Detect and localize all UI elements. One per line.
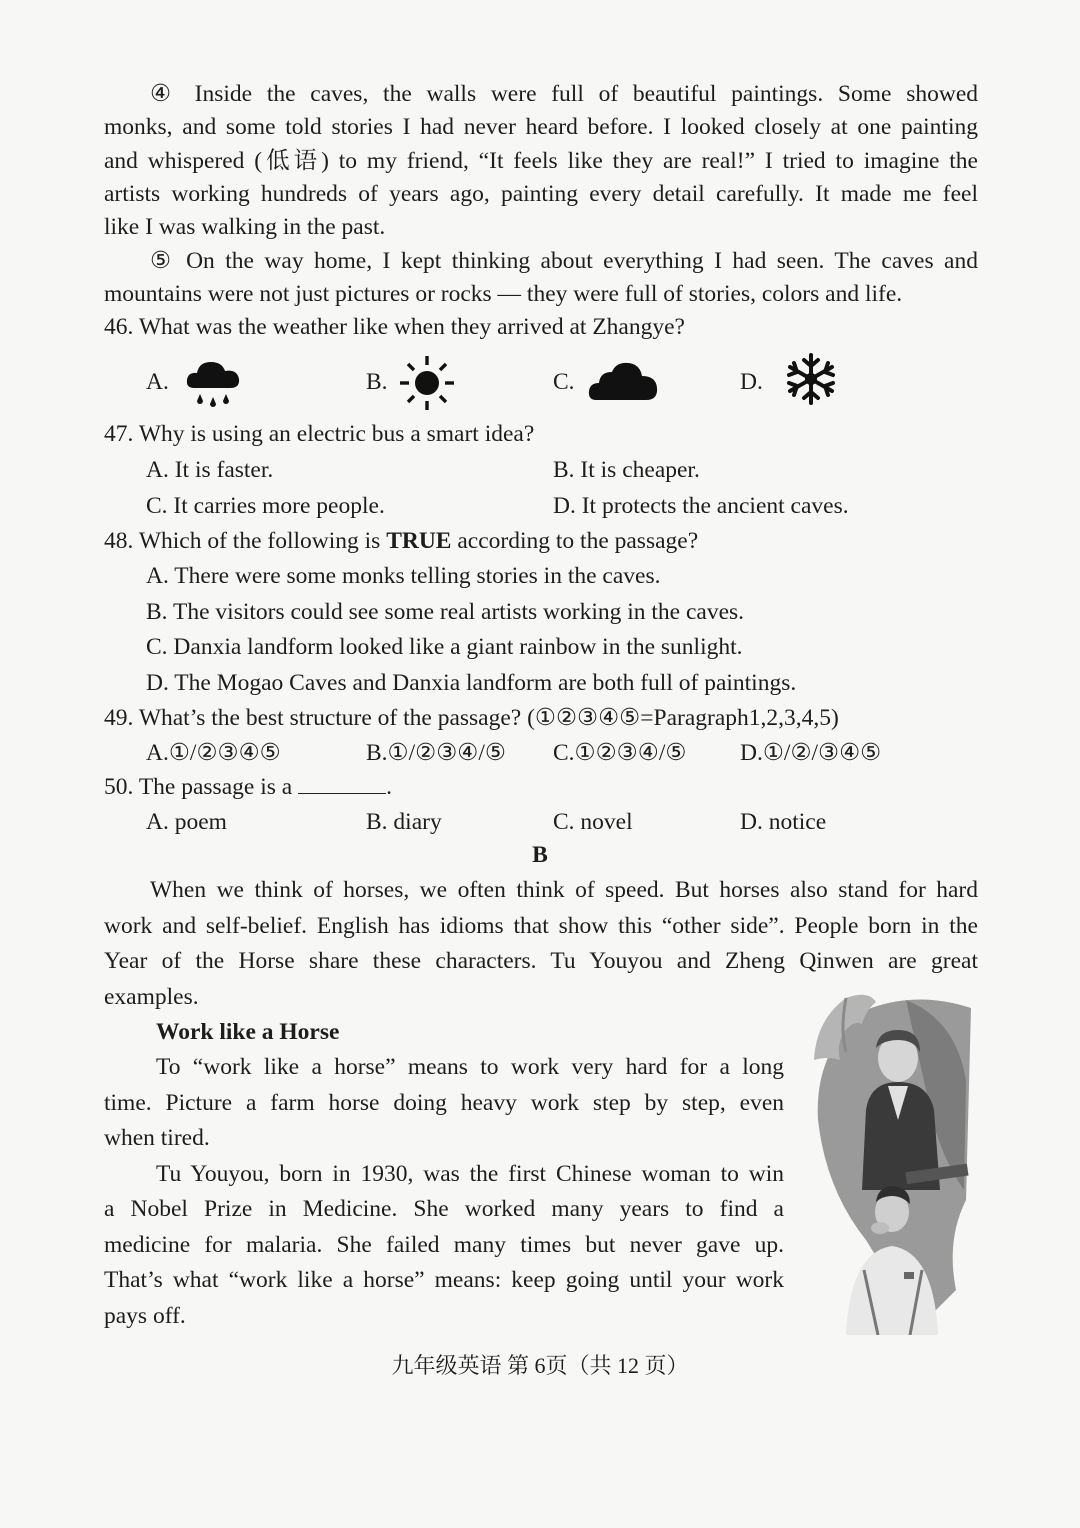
q48-stem-post: according to the passage? xyxy=(451,528,699,554)
page-footer: 九年级英语 第 6页（共 12 页） xyxy=(391,1353,689,1378)
question-50-stem xyxy=(104,771,978,804)
horse-collage-illustration xyxy=(806,990,974,1335)
q48-option-d[interactable]: D. The Mogao Caves and Danxia landform are both full of paintings. xyxy=(146,670,797,696)
horse-paragraph-2-line: medicine for malaria. She failed many times but never gave up. xyxy=(104,1232,784,1258)
q48-option-b[interactable]: B. The visitors could see some real artists working in the caves. xyxy=(146,599,745,625)
q47-option-a[interactable]: A. It is faster. xyxy=(146,457,274,483)
paragraph-5-line: mountains were not just pictures or rocks — they were full of stories, colors and life. xyxy=(104,281,903,307)
q49-option-b[interactable]: B.①/②③④/⑤ xyxy=(366,740,506,766)
question-47-stem: 47. Why is using an electric bus a smart idea? xyxy=(104,421,535,447)
q48-option-a[interactable]: A. There were some monks telling stories in the caves. xyxy=(146,563,661,589)
q50-option-b[interactable]: B. diary xyxy=(366,809,442,835)
question-48-stem xyxy=(104,525,978,558)
sun-icon xyxy=(398,354,456,412)
rain-cloud-icon xyxy=(184,356,242,412)
paragraph-5-line: ⑤ On the way home, I kept thinking about everything I had seen. The caves and xyxy=(150,248,978,274)
section-b-intro-line: Year of the Horse share these characters. Tu Youyou and Zheng Qinwen are great xyxy=(104,948,978,974)
horse-paragraph-2-line: a Nobel Prize in Medicine. She worked many years to find a xyxy=(104,1196,784,1222)
q50-option-d[interactable]: D. notice xyxy=(740,809,827,835)
q46-option-d-label[interactable]: D. xyxy=(740,369,763,395)
q46-option-b-label[interactable]: B. xyxy=(366,369,388,395)
horse-paragraph-2-line: pays off. xyxy=(104,1303,186,1329)
subheading-work-like-a-horse: Work like a Horse xyxy=(156,1019,340,1045)
horse-paragraph-1-line: To “work like a horse” means to work very hard for a long xyxy=(156,1054,784,1080)
paragraph-4-line: ④ Inside the caves, the walls were full of beautiful paintings. Some showed xyxy=(150,81,978,107)
q47-option-b[interactable]: B. It is cheaper. xyxy=(553,457,700,483)
paragraph-4-line: like I was walking in the past. xyxy=(104,214,386,240)
q49-option-a[interactable]: A.①/②③④⑤ xyxy=(146,740,281,766)
q49-option-c[interactable]: C.①②③④/⑤ xyxy=(553,740,687,766)
q47-option-c[interactable]: C. It carries more people. xyxy=(146,493,385,519)
answer-blank[interactable] xyxy=(298,775,386,794)
question-49-stem: 49. What’s the best structure of the passage? (①②③④⑤=Paragraph1,2,3,4,5) xyxy=(104,705,839,731)
q48-stem-pre: 48. Which of the following is xyxy=(104,528,387,554)
q50-option-c[interactable]: C. novel xyxy=(553,809,633,835)
q50-option-a[interactable]: A. poem xyxy=(146,809,227,835)
q48-option-c[interactable]: C. Danxia landform looked like a giant rainbow in the sunlight. xyxy=(146,634,743,660)
cloud-icon xyxy=(588,360,658,402)
q49-option-d[interactable]: D.①/②/③④⑤ xyxy=(740,740,882,766)
section-b-intro-line: When we think of horses, we often think of speed. But horses also stand for hard xyxy=(150,877,978,903)
horse-paragraph-1-line: when tired. xyxy=(104,1125,210,1151)
horse-paragraph-2-line: Tu Youyou, born in 1930, was the first Chinese woman to win xyxy=(156,1161,784,1187)
paragraph-4-line: monks, and some told stories I had never heard before. I looked closely at one painting xyxy=(104,114,978,140)
section-b-heading: B xyxy=(532,842,548,868)
snowflake-icon xyxy=(784,352,838,406)
paragraph-4-line: and whispered (低语) to my friend, “It feels like they are real!” I tried to imagine the xyxy=(104,148,978,174)
q46-option-c-label[interactable]: C. xyxy=(553,369,575,395)
section-b-intro-line: work and self-belief. English has idioms that show this “other side”. People born in the xyxy=(104,913,978,939)
q50-stem-pre: 50. The passage is a xyxy=(104,774,293,800)
horse-paragraph-1-line: time. Picture a farm horse doing heavy work step by step, even xyxy=(104,1090,784,1116)
horse-paragraph-2-line: That’s what “work like a horse” means: keep going until your work xyxy=(104,1267,784,1293)
q48-stem-bold: TRUE xyxy=(386,528,452,554)
paragraph-4-line: artists working hundreds of years ago, painting every detail carefully. It made me feel xyxy=(104,181,978,207)
question-46-stem: 46. What was the weather like when they arrived at Zhangye? xyxy=(104,314,685,340)
q50-stem-post: . xyxy=(386,774,392,800)
q47-option-d[interactable]: D. It protects the ancient caves. xyxy=(553,493,849,519)
section-b-intro-line: examples. xyxy=(104,984,199,1010)
q46-option-a-label[interactable]: A. xyxy=(146,369,169,395)
